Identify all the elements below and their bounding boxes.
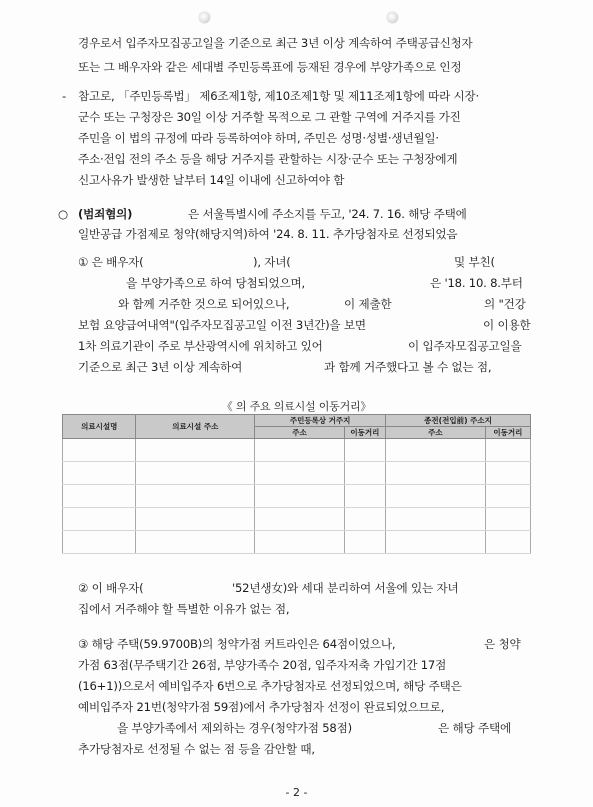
header-facility-name: 의료시설명 xyxy=(63,415,136,439)
header-previous-address: 종전(전입前) 주소지 xyxy=(386,415,531,427)
text-line: 일반공급 가점제로 청약(해당지역)하여 '24. 8. 11. 추가당첨자로 선정되었음 xyxy=(78,227,458,241)
text-line: 주소·전입 전의 주소 등을 해당 거주지를 관할하는 시장·군수 또는 구청장에게 xyxy=(78,152,458,166)
section-heading: (범죄혐의) xyxy=(78,207,133,221)
header-address: 주소 xyxy=(386,427,486,439)
text-fragment: ), 자녀( xyxy=(253,255,291,269)
punch-hole-left xyxy=(199,12,210,23)
text-line: 와 함께 거주한 것으로 되어있으나, xyxy=(118,297,290,311)
text-fragment: 및 부친( xyxy=(454,255,495,269)
header-distance: 이동거리 xyxy=(344,427,385,439)
text-line: 참고로, 「주민등록법」 제6조제1항, 제10조제1항 및 제11조제1항에 따라 시장· xyxy=(78,89,480,103)
table-title: 《 의 주요 의료시설 이동거리》 xyxy=(221,400,372,413)
text-line: (16+1))으로서 예비입주자 6번으로 추가당첨자로 선정되었으며, 해당 주택은 xyxy=(78,679,462,693)
punch-hole-right xyxy=(387,12,398,23)
text-line: ② 이 배우자( xyxy=(78,581,144,595)
text-fragment: 과 함께 거주했다고 볼 수 없는 점, xyxy=(324,360,492,374)
text-fragment: 의 "건강 xyxy=(484,297,526,311)
text-fragment: 은 청약 xyxy=(484,637,521,651)
text-line: 1차 의료기관이 주로 부산광역시에 위치하고 있어 xyxy=(78,339,323,353)
text-fragment: '52년생女)와 세대 분리하여 서울에 있는 자녀 xyxy=(232,581,459,595)
text-line: ① 은 배우자( xyxy=(78,255,144,269)
header-address: 주소 xyxy=(255,427,345,439)
medical-facility-table xyxy=(62,414,531,554)
text-line: 은 서울특별시에 주소지를 두고, '24. 7. 16. 해당 주택에 xyxy=(188,207,467,221)
text-fragment: 은 '18. 10. 8.부터 xyxy=(430,276,523,290)
text-line: 또는 그 배우자와 같은 세대별 주민등록표에 등재된 경우에 부양가족으로 인정 xyxy=(78,60,462,74)
header-distance: 이동거리 xyxy=(485,427,530,439)
header-facility-address: 의료시설 주소 xyxy=(136,415,255,439)
dash-marker: - xyxy=(62,89,67,103)
text-fragment: 이 입주자모집공고일을 xyxy=(408,339,522,353)
text-line: ③ 해당 주택(59.9700B)의 청약가점 커트라인은 64점이었으나, xyxy=(78,637,396,651)
text-fragment: 이 이용한 xyxy=(483,318,531,332)
table-row xyxy=(63,462,531,485)
table-row xyxy=(63,508,531,531)
text-line: 보험 요양급여내역"(입주자모집공고일 이전 3년간)을 보면 xyxy=(78,318,366,332)
table-row xyxy=(63,531,531,554)
text-line: 주민을 이 법의 규정에 따라 등록하여야 하며, 주민은 성명·성별·생년월일· xyxy=(78,131,439,145)
text-fragment: 이 제출한 xyxy=(344,297,392,311)
text-line: 예비입주자 21번(청약가점 59점)에서 추가당첨자 선정이 완료되었으므로, xyxy=(78,700,445,714)
text-line: 신고사유가 발생한 날부터 14일 이내에 신고하여야 함 xyxy=(78,173,345,187)
text-line: 을 부양가족에서 제외하는 경우(청약가점 58점) xyxy=(117,721,352,735)
text-line: 을 부양가족으로 하여 당첨되었으며, xyxy=(126,276,305,290)
text-line: 가점 63점(무주택기간 26점, 부양가족수 20점, 입주자저축 가입기간 17점 xyxy=(78,658,447,672)
text-line: 군수 또는 구청장은 30일 이상 거주할 목적으로 그 관할 구역에 거주지를 가진 xyxy=(78,110,461,124)
text-line: 추가당첨자로 선정될 수 없는 점 등을 감안할 때, xyxy=(78,742,315,756)
page-number: - 2 - xyxy=(285,786,308,799)
table-row xyxy=(63,439,531,462)
table-row xyxy=(63,485,531,508)
circle-bullet: ○ xyxy=(58,207,69,221)
text-fragment: 은 해당 주택에 xyxy=(438,721,511,735)
header-registered-residence: 주민등록상 거주지 xyxy=(255,415,386,427)
text-line: 집에서 거주해야 할 특별한 이유가 없는 점, xyxy=(78,602,290,616)
text-line: 기준으로 최근 3년 이상 계속하여 xyxy=(78,360,243,374)
text-line: 경우로서 입주자모집공고일을 기준으로 최근 3년 이상 계속하여 주택공급신청자 xyxy=(78,36,473,50)
